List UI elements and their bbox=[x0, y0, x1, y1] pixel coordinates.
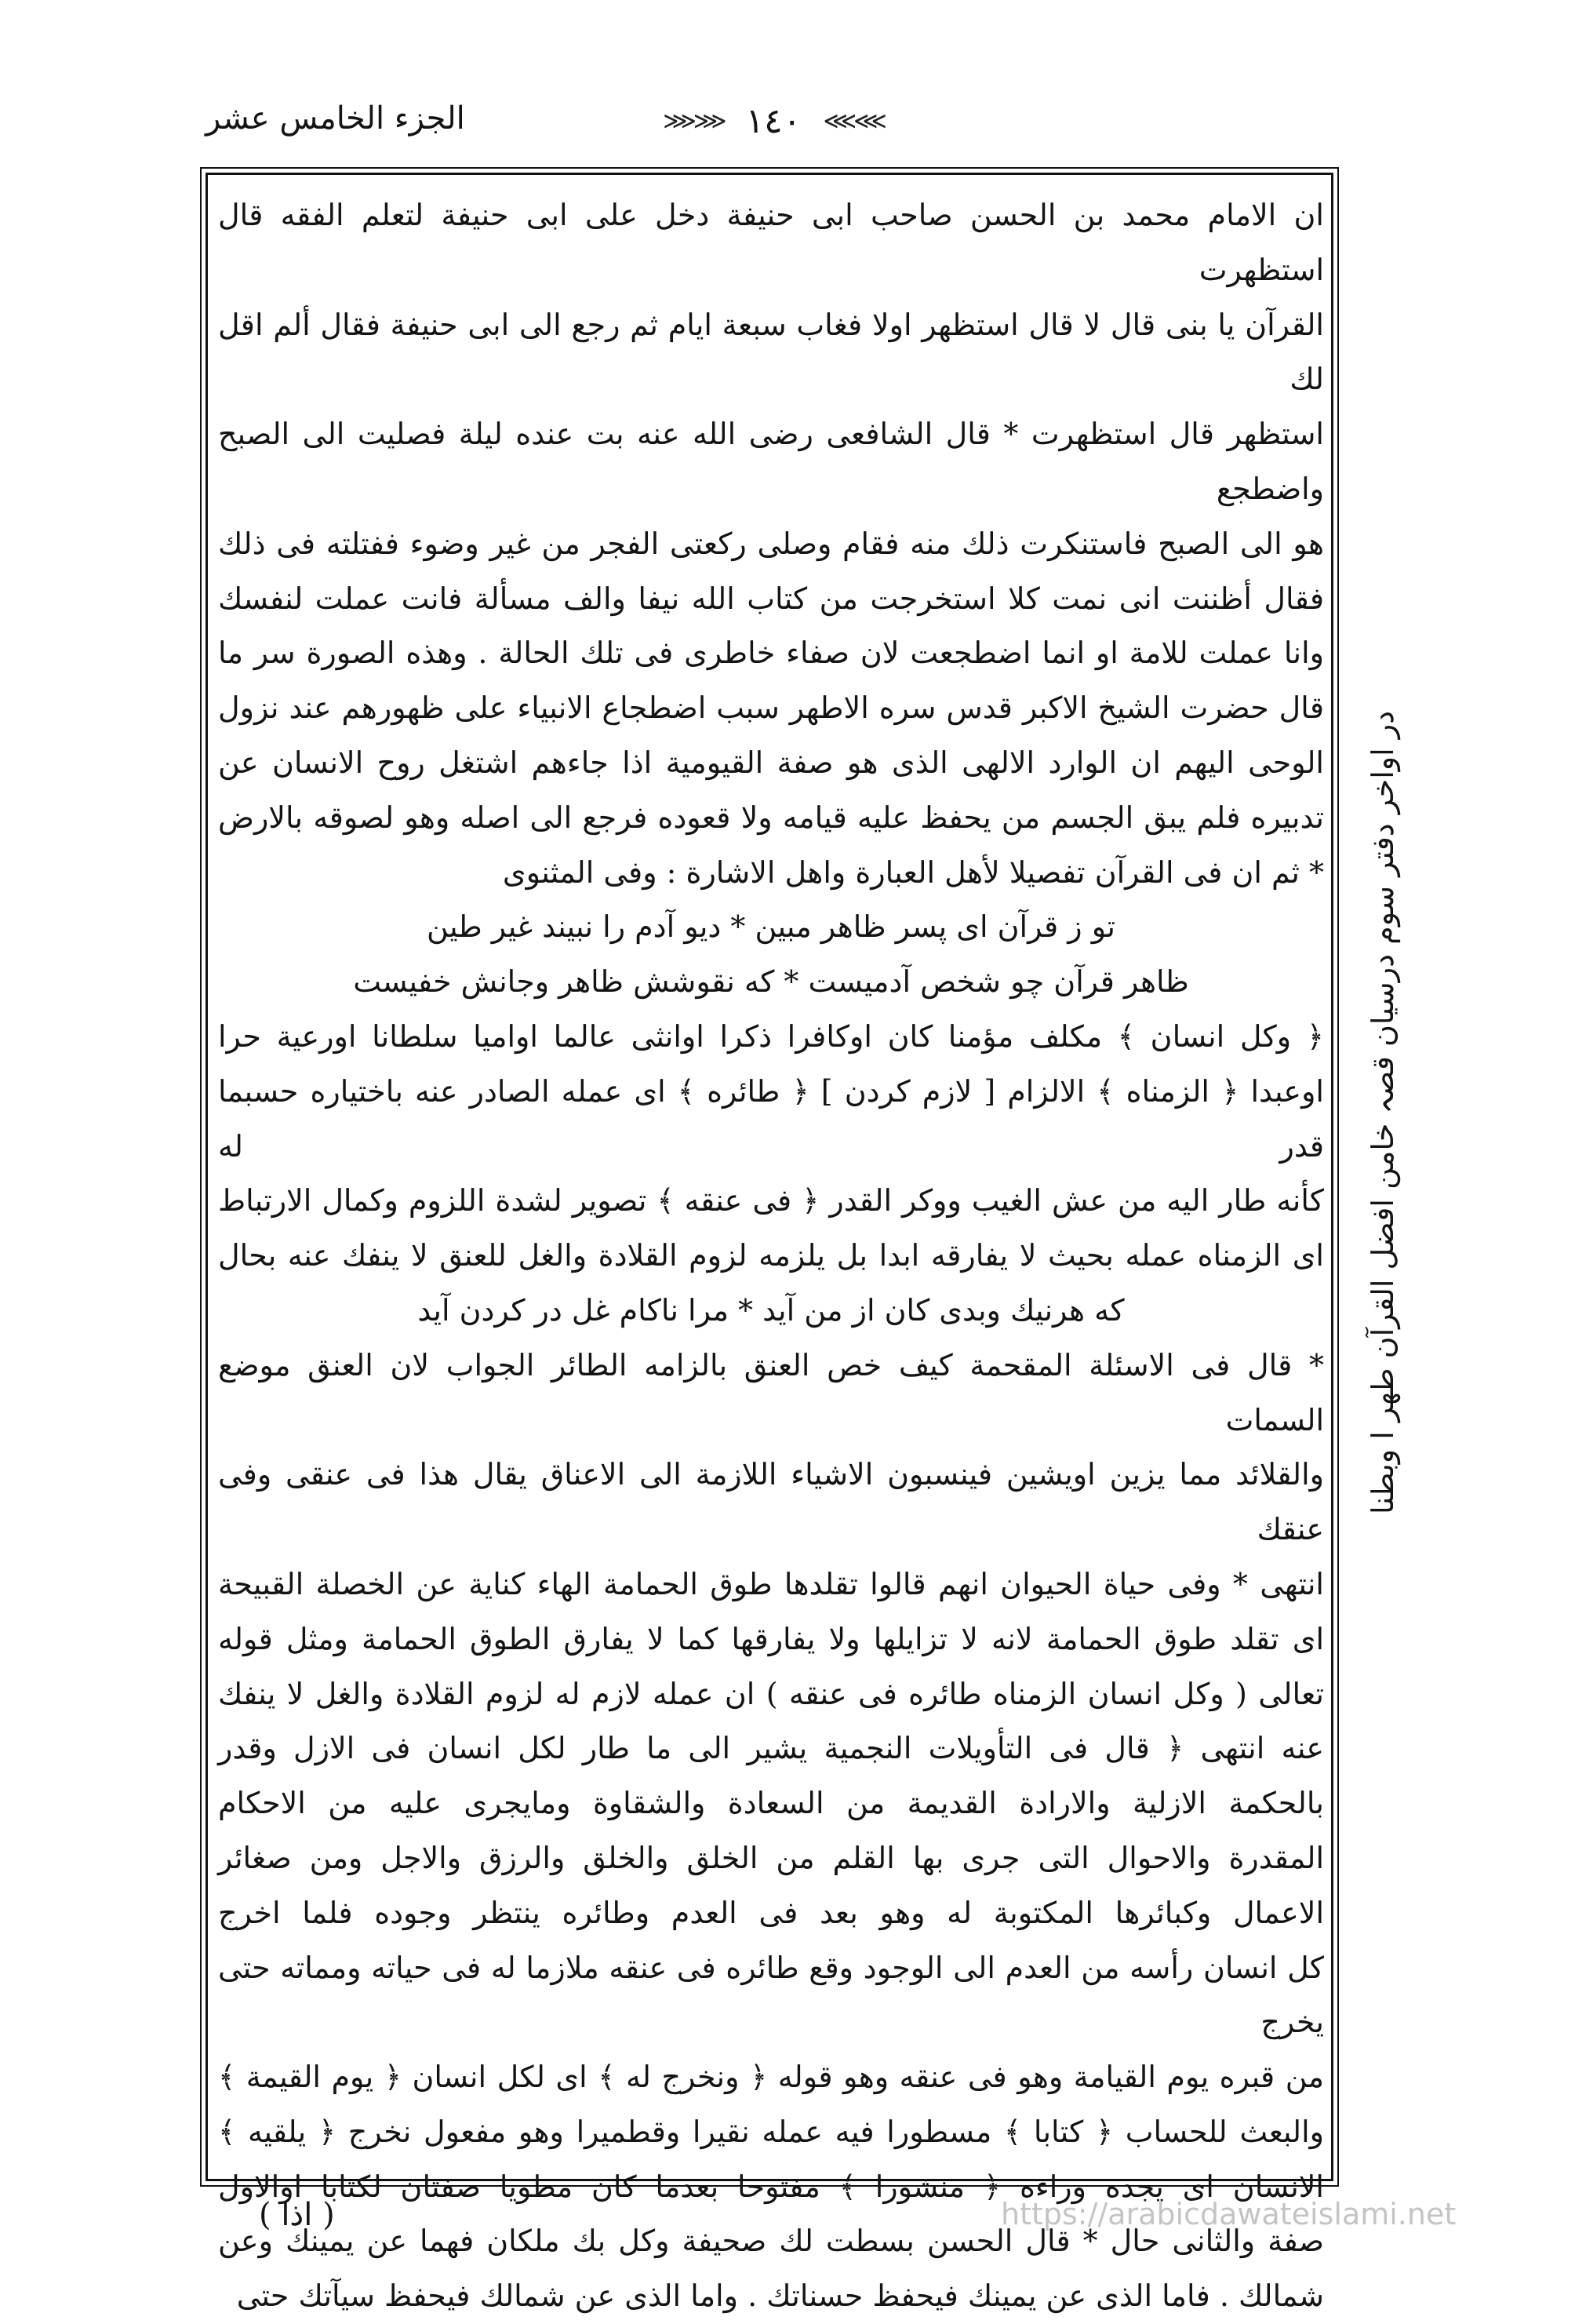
text-line: الاعمال وكبائرها المكتوبة له وهو بعد فى العدم وطائره ينتظر وجوده فلما اخرج bbox=[218, 1895, 1324, 1930]
text-line: والبعث للحساب ﴿ كتابا ﴾ مسطورا فيه عمله نقيرا وقطميرا وهو مفعول نخرج ﴿ يلقيه ﴾ bbox=[218, 2114, 1324, 2149]
verse-line: ظاهر قرآن چو شخص آدميست * كه نقوشش ظاهر وجانش خفيست bbox=[353, 964, 1189, 1000]
text-line: وانا عملت للامة او انما اضطجعت لان صفاء خاطرى فى تلك الحالة . وهذه الصورة سر ما bbox=[218, 636, 1324, 671]
right-ornament-icon: ⋘⋘ bbox=[823, 107, 884, 135]
catchword: ( اذا ) bbox=[259, 2197, 335, 2233]
main-text-block bbox=[218, 188, 1324, 2324]
text-line: اى تقلد طوق الحمامة لانه لا تزايلها ولا يفارقها كما لا يفارق الطوق الحمامة ومثل قوله bbox=[218, 1621, 1324, 1656]
page-number-ornament bbox=[663, 99, 884, 141]
text-line: استظهر قال استظهرت * قال الشافعى رضى الله عنه بت عنده ليلة فصليت الى الصبح واضطجع bbox=[218, 417, 1324, 506]
text-line: من قبره يوم القيامة وهو فى عنقه وهو قوله ﴿ ونخرج له ﴾ اى لكل انسان ﴿ يوم القيمة ﴾ bbox=[218, 2060, 1324, 2095]
text-line: هو الى الصبح فاستنكرت ذلك منه فقام وصلى ركعتى الفجر من غير وضوء ففتلته فى ذلك bbox=[218, 526, 1324, 561]
text-line: كأنه طار اليه من عش الغيب ووكر القدر ﴿ فى عنقه ﴾ تصوير لشدة اللزوم وكمال الارتباط bbox=[218, 1183, 1324, 1218]
verse-line: كه هرنيك وبدى كان از من آيد * مرا ناكام غل در كردن آيد bbox=[417, 1292, 1125, 1328]
text-line: صفة والثانى حال * قال الحسن بسطت لك صحيفة وكل بك ملكان فهما عن يمينك وعن bbox=[218, 2224, 1324, 2259]
part-title: الجزء الخامس عشر bbox=[206, 100, 465, 137]
text-line: القرآن يا بنى قال لا قال استظهر اولا فغاب سبعة ايام ثم رجع الى ابى حنيفة فقال ألم اقل لك bbox=[218, 307, 1324, 397]
text-line: المقدرة والاحوال التى جرى بها القلم من الخلق والخلق والرزق والاجل ومن صغائر bbox=[218, 1840, 1324, 1875]
text-line: تدبيره فلم يبق الجسم من يحفظ عليه قيامه ولا قعوده فرجع الى اصله وهو لصوقه بالارض bbox=[218, 800, 1324, 835]
watermark-url: https://arabicdawateislami.net bbox=[1001, 2197, 1457, 2231]
text-line: شمالك . فاما الذى عن يمينك فيحفظ حسناتك . واما الذى عن شمالك فيحفظ سيآتك حتى bbox=[236, 2278, 1324, 2314]
text-line: بالحكمة الازلية والارادة القديمة من السعادة والشقاوة ومايجرى عليه من الاحكام bbox=[218, 1786, 1324, 1821]
page-header bbox=[206, 94, 1341, 157]
text-line: تعالى ( وكل انسان الزمناه طائره فى عنقه ) ان عمله لازم له لزوم القلادة والغل لا ينفك bbox=[218, 1676, 1324, 1711]
side-margin-note: در اواخر دفتر سوم درسیان قصہ خامن افضل القرآن طهر ا وبطنا bbox=[1366, 710, 1400, 1515]
text-line: * ثم ان فى القرآن تفصيلا لأهل العبارة واهل الاشارة : وفى المثنوى bbox=[502, 854, 1324, 890]
text-line: فقال أظننت انى نمت كلا استخرجت من كتاب الله نيفا والف مسألة فانت عملت لنفسك bbox=[218, 581, 1324, 616]
text-line: اى الزمناه عمله بحيث لا يفارقه ابدا بل يلزمه لزوم القلادة والغل للعنق لا ينفك عنه بحال bbox=[218, 1238, 1324, 1273]
left-ornament-icon: ⋙⋙ bbox=[663, 107, 724, 135]
text-line: ان الامام محمد بن الحسن صاحب ابى حنيفة دخل على ابى حنيفة لتعلم الفقه قال استظهرت bbox=[218, 198, 1324, 287]
page-number: ١٤٠ bbox=[745, 101, 802, 141]
text-line: * قال فى الاسئلة المقحمة كيف خص العنق بالزامه الطائر الجواب لان العنق موضع السمات bbox=[218, 1347, 1324, 1437]
text-line: والقلائد مما يزين اويشين فينسبون الاشياء اللازمة الى الاعناق يقال هذا فى عنقى وفى عنقك bbox=[218, 1457, 1324, 1547]
text-line: ﴿ وكل انسان ﴾ مكلف مؤمنا كان اوكافرا ذكرا اوانثى عالما اواميا سلطانا اورعية حرا bbox=[218, 1018, 1324, 1054]
text-line: انتهى * وفى حياة الحيوان انهم قالوا تقلدها طوق الحمامة الهاء كناية عن الخصلة القبيحة bbox=[218, 1566, 1324, 1601]
text-line: اوعبدا ﴿ الزمناه ﴾ الالزام [ لازم كردن ] ﴿ طائره ﴾ اى عمله الصادر عنه باختياره حسبما قدر له bbox=[218, 1073, 1324, 1164]
text-line: الوحى اليهم ان الوارد الالهى الذى هو صفة القيومية اذا جاءهم اشتغل روح الانسان عن bbox=[218, 745, 1324, 780]
verse-line: تو ز قرآن اى پسر ظاهر مبين * ديو آدم را نبيند غير طين bbox=[427, 909, 1115, 945]
text-line: الانسان اى يجده وراءه ﴿ منشورا ﴾ مفتوحا بعدما كان مطويا صفتان لكتابا اوالاول bbox=[218, 2169, 1324, 2204]
text-line: عنه انتهى ﴿ قال فى التأويلات النجمية يشير الى ما طار لكل انسان فى الازل وقدر bbox=[218, 1731, 1324, 1766]
text-line: قال حضرت الشيخ الاكبر قدس سره الاطهر سبب اضطجاع الانبياء على ظهورهم عند نزول bbox=[218, 690, 1324, 726]
text-line: كل انسان رأسه من العدم الى الوجود وقع طائره فى عنقه ملازما له فى حياته ومماته حتى يخرج bbox=[218, 1950, 1324, 2040]
